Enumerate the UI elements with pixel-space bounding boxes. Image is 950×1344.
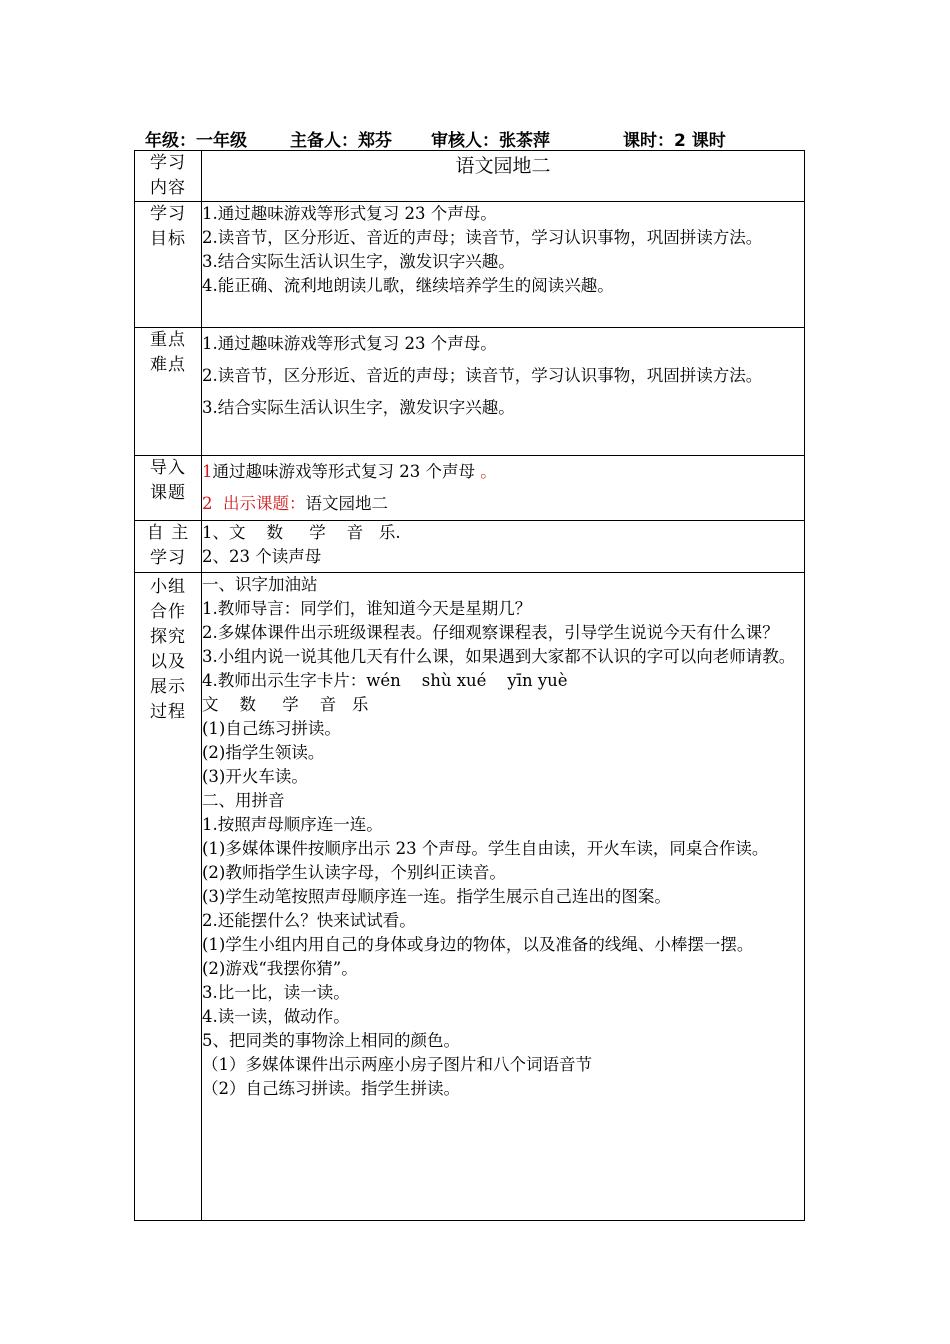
row-group-process bbox=[135, 573, 805, 1221]
process-line: 二、用拼音 bbox=[202, 791, 285, 810]
label-key-points: 重点 难点 bbox=[135, 328, 202, 456]
self-study-item: 2、23 个读声母 bbox=[202, 547, 322, 566]
process-line: 3.比一比，读一读。 bbox=[202, 983, 350, 1002]
key-points-content bbox=[202, 328, 805, 456]
process-line: (1)自己练习拼读。 bbox=[202, 719, 341, 738]
process-line: （1）多媒体课件出示两座小房子图片和八个词语音节 bbox=[202, 1055, 592, 1074]
lesson-title: 语文园地二 bbox=[202, 151, 805, 202]
process-line: (2)教师指学生认读字母，个别纠正读音。 bbox=[202, 863, 506, 882]
label-self-study: 自 主 学习 bbox=[135, 521, 202, 573]
intro-content bbox=[202, 456, 805, 521]
lesson-plan-table bbox=[134, 150, 805, 1221]
hours-label: 课时：2 课时 bbox=[623, 131, 726, 151]
key-point-item: 1.通过趣味游戏等形式复习 23 个声母。 bbox=[202, 334, 497, 353]
goal-item: 2.读音节，区分形近、音近的声母；读音节，学习认识事物，巩固拼读方法。 bbox=[202, 228, 763, 247]
process-line: 3.小组内说一说其他几天有什么课，如果遇到大家都不认识的字可以向老师请教。 bbox=[202, 647, 796, 666]
process-line: 4.读一读，做动作。 bbox=[202, 1007, 350, 1026]
row-intro bbox=[135, 456, 805, 521]
process-line: (2)指学生领读。 bbox=[202, 743, 325, 762]
intro-item-2: 2 出示课题：语文园地二 bbox=[202, 494, 388, 513]
process-line: (3)开火车读。 bbox=[202, 767, 308, 786]
row-self-study bbox=[135, 521, 805, 573]
process-line: (1)学生小组内用自己的身体或身边的物体，以及准备的线绳、小棒摆一摆。 bbox=[202, 935, 754, 954]
row-key-points bbox=[135, 328, 805, 456]
row-learning-goals bbox=[135, 202, 805, 328]
key-point-item: 3.结合实际生活认识生字，激发识字兴趣。 bbox=[202, 398, 515, 417]
process-line: 文 数 学 音 乐 bbox=[202, 695, 369, 714]
process-line: 2.多媒体课件出示班级课程表。仔细观察课程表，引导学生说说今天有什么课？ bbox=[202, 623, 779, 642]
label-intro: 导入 课题 bbox=[135, 456, 202, 521]
label-group-process: 小组 合作 探究 以及 展示 过程 bbox=[135, 573, 202, 1221]
label-learning-goals: 学习 目标 bbox=[135, 202, 202, 328]
process-line: (1)多媒体课件按顺序出示 23 个声母。学生自由读，开火车读，同桌合作读。 bbox=[202, 839, 769, 858]
process-line: 5、把同类的事物涂上相同的颜色。 bbox=[202, 1031, 460, 1050]
group-process-content bbox=[202, 573, 805, 1221]
goal-item: 4.能正确、流利地朗读儿歌，继续培养学生的阅读兴趣。 bbox=[202, 276, 614, 295]
process-line: （2）自己练习拼读。指学生拼读。 bbox=[202, 1079, 460, 1098]
intro-item-1: 1通过趣味游戏等形式复习 23 个声母 。 bbox=[202, 462, 497, 481]
process-line: 1.按照声母顺序连一连。 bbox=[202, 815, 383, 834]
lesson-header bbox=[145, 126, 805, 150]
grade-label: 年级：一年级 bbox=[145, 131, 247, 151]
process-line: (2)游戏“我摆你猜”。 bbox=[202, 959, 358, 978]
process-line: 一、识字加油站 bbox=[202, 575, 318, 594]
process-line: 4.教师出示生字卡片：wén shù xué yīn yuè bbox=[202, 671, 568, 690]
key-point-item: 2.读音节，区分形近、音近的声母；读音节，学习认识事物，巩固拼读方法。 bbox=[202, 366, 763, 385]
process-line: 1.教师导言：同学们，谁知道今天是星期几？ bbox=[202, 599, 532, 618]
self-study-content bbox=[202, 521, 805, 573]
reviewer-label: 审核人：张茶萍 bbox=[431, 131, 550, 151]
goals-content bbox=[202, 202, 805, 328]
process-line: 2.还能摆什么？快来试试看。 bbox=[202, 911, 416, 930]
preparer-label: 主备人：郑芬 bbox=[290, 131, 392, 151]
label-learning-content: 学习 内容 bbox=[135, 151, 202, 202]
self-study-item: 1、文 数 学 音 乐. bbox=[202, 523, 401, 542]
row-learning-content bbox=[135, 151, 805, 202]
process-line: (3)学生动笔按照声母顺序连一连。指学生展示自己连出的图案。 bbox=[202, 887, 671, 906]
goal-item: 3.结合实际生活认识生字，激发识字兴趣。 bbox=[202, 252, 515, 271]
goal-item: 1.通过趣味游戏等形式复习 23 个声母。 bbox=[202, 204, 497, 223]
